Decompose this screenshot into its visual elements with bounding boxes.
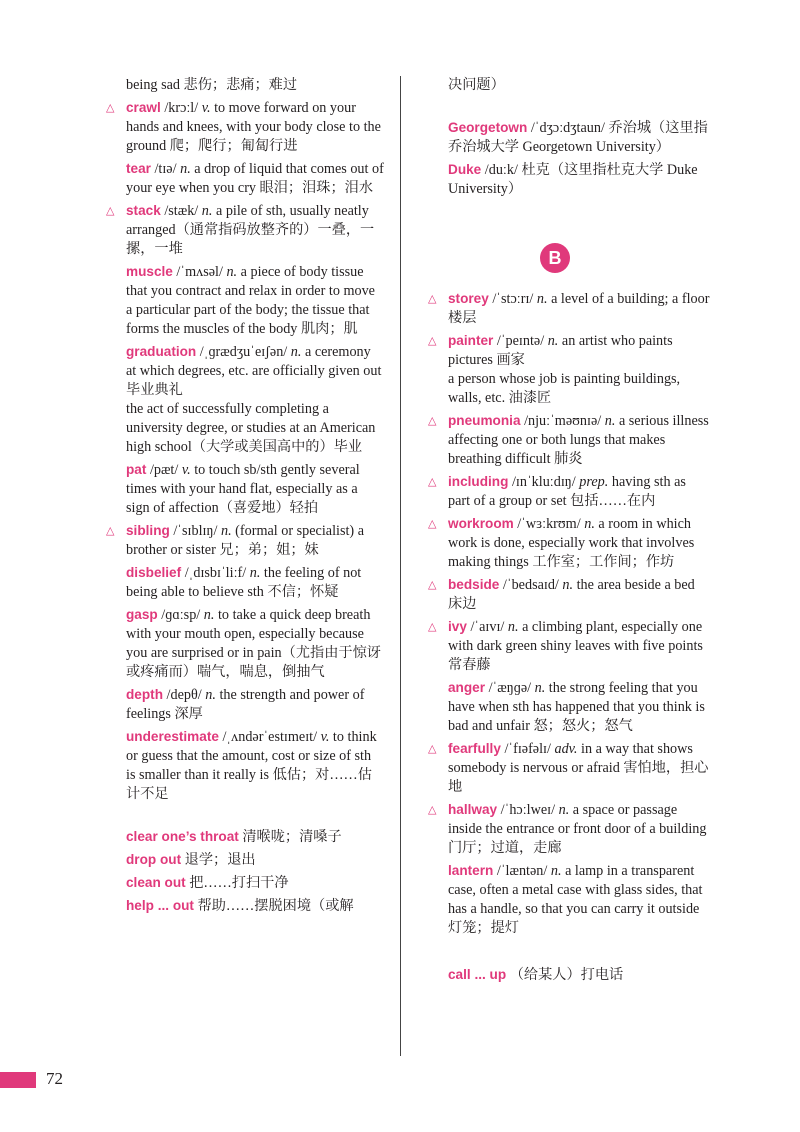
entry-ivy: △ ivy /ˈaɪvɪ/ n. a climbing plant, especially one with dark green shiny leaves with five points 常春藤 [448, 617, 710, 675]
entry-tear: tear /tɪə/ n. a drop of liquid that comes out of your eye when you cry 眼泪；泪珠；泪水 [126, 161, 384, 196]
headword: workroom [448, 516, 514, 531]
phrase-drop-out: drop out 退学；退出 [126, 852, 256, 868]
entry-stack: △ stack /stæk/ n. a pile of sth, usually neatly arranged（通常指码放整齐的）一叠，一摞，一堆 [126, 201, 384, 259]
phrase-help-out: help ... out 帮助……摆脱困境（或解 [126, 898, 354, 914]
headword: stack [126, 203, 161, 218]
phrase-clean-out: clean out 把……打扫干净 [126, 875, 289, 891]
headword: including [448, 474, 509, 489]
entry-continuation: being sad 悲伤；悲痛；难过 [126, 77, 298, 93]
headword: muscle [126, 264, 173, 279]
headword: gasp [126, 607, 158, 622]
headword: lantern [448, 863, 494, 878]
entry-disbelief: disbelief /ˌdɪsbɪˈliːf/ n. the feeling of not being able to believe sth 不信；怀疑 [126, 565, 362, 600]
headword: call ... up [448, 967, 507, 982]
entry-muscle: muscle /ˈmʌsəl/ n. a piece of body tissue that you contract and relax in order to move a particular part of the body; the tissue that forms the muscles of the body 肌肉；肌 [126, 264, 375, 337]
headword: crawl [126, 100, 161, 115]
proper-noun-duke: Duke /duːk/ 杜克（这里指杜克大学 Duke University） [448, 162, 698, 197]
headword: painter [448, 333, 494, 348]
entry-fearfully: △ fearfully /ˈfɪəfəlɪ/ adv. in a way that shows somebody is nervous or afraid 害怕地，担心地 [448, 739, 710, 797]
entry-crawl: △ crawl /krɔːl/ v. to move forward on your hands and knees, with your body close to the ground 爬；爬行；匍匐行进 [126, 98, 384, 156]
headword: bedside [448, 577, 500, 592]
entry-storey: △ storey /ˈstɔːrɪ/ n. a level of a building; a floor 楼层 [448, 289, 710, 328]
entry-pat: pat /pæt/ v. to touch sb/sth gently several times with your hand flat, especially as a sign of affection（喜爱地）轻拍 [126, 462, 360, 516]
headword: disbelief [126, 565, 182, 580]
headword: clear one’s throat [126, 829, 239, 844]
headword: pat [126, 462, 147, 477]
spacer [448, 941, 710, 965]
entry-underestimate: underestimate /ˌʌndərˈestɪmeɪt/ v. to think or guess that the amount, cost or size of sth is smaller than it really is 低估；对……估计不足 [126, 729, 377, 802]
footer-accent-bar [0, 1072, 36, 1088]
section-letter-badge: B [540, 243, 570, 273]
headword: Duke [448, 162, 482, 177]
headword: ivy [448, 619, 467, 634]
headword: storey [448, 291, 489, 306]
entry-bedside: △ bedside /ˈbedsaɪd/ n. the area beside a bed 床边 [448, 575, 710, 614]
entry-hallway: △ hallway /ˈhɔːlweɪ/ n. a space or passage inside the entrance or front door of a building 门厅；过道，走廊 [448, 800, 710, 858]
spacer [448, 273, 710, 289]
entry-workroom: △ workroom /ˈwɜːkrʊm/ n. a room in which work is done, especially work that involves making things 工作室；工作间；作坊 [448, 514, 710, 572]
headword: sibling [126, 523, 170, 538]
headword: help ... out [126, 898, 194, 913]
headword: graduation [126, 344, 197, 359]
left-column [126, 76, 384, 919]
proper-noun-georgetown: Georgetown /ˈdʒɔːdʒtaun/ 乔治城（这里指乔治城大学 Georgetown University） [448, 120, 708, 155]
entry-anger: anger /ˈæŋɡə/ n. the strong feeling that you have when sth has happened that you think is bad and unfair 怒；怒火；怒气 [448, 680, 705, 734]
column-divider [400, 76, 401, 1056]
phrase-clear-throat: clear one’s throat 清喉咙；清嗓子 [126, 829, 342, 845]
headword: depth [126, 687, 163, 702]
spacer [126, 807, 384, 827]
entry-graduation: graduation /ˌɡrædʒuˈeɪʃən/ n. a ceremony at which degrees, etc. are officially given out 毕业典礼 the act of successfully completing a university degree, or studies at an American high school（大学或美国高中的）毕业 [126, 344, 382, 455]
phrase-call-up: call ... up （给某人）打电话 [448, 967, 624, 983]
headword: underestimate [126, 729, 219, 744]
headword: drop out [126, 852, 182, 867]
headword: clean out [126, 875, 186, 890]
entry-painter: △ painter /ˈpeɪntə/ n. an artist who paints pictures 画家 a person whose job is painting buildings, walls, etc. 油漆匠 [448, 331, 710, 408]
headword: fearfully [448, 741, 501, 756]
entry-depth: depth /depθ/ n. the strength and power of feelings 深厚 [126, 687, 365, 722]
headword: anger [448, 680, 486, 695]
page-number: 72 [46, 1069, 63, 1088]
entry-lantern: lantern /ˈlæntən/ n. a lamp in a transparent case, often a metal case with glass sides, that has a handle, so that you can carry it outside 灯笼；提灯 [448, 863, 703, 936]
entry-including: △ including /ɪnˈkluːdɪŋ/ prep. having sth as part of a group or set 包括……在内 [448, 472, 710, 511]
spacer [448, 98, 710, 118]
right-column [448, 76, 710, 988]
entry-continuation: 决问题） [448, 77, 505, 93]
headword: hallway [448, 802, 498, 817]
headword: pneumonia [448, 413, 521, 428]
headword: Georgetown [448, 120, 528, 135]
headword: tear [126, 161, 151, 176]
entry-gasp: gasp /ɡɑːsp/ n. to take a quick deep breath with your mouth open, especially because you are surprised or in pain（尤指由于惊讶或疼痛而）喘气，喘息，倒抽气 [126, 607, 381, 680]
entry-sibling: △ sibling /ˈsɪblɪŋ/ n. (formal or specialist) a brother or sister 兄；弟；姐；妹 [126, 521, 384, 560]
entry-pneumonia: △ pneumonia /njuːˈməʊnɪə/ n. a serious illness affecting one or both lungs that makes breathing difficult 肺炎 [448, 411, 710, 469]
